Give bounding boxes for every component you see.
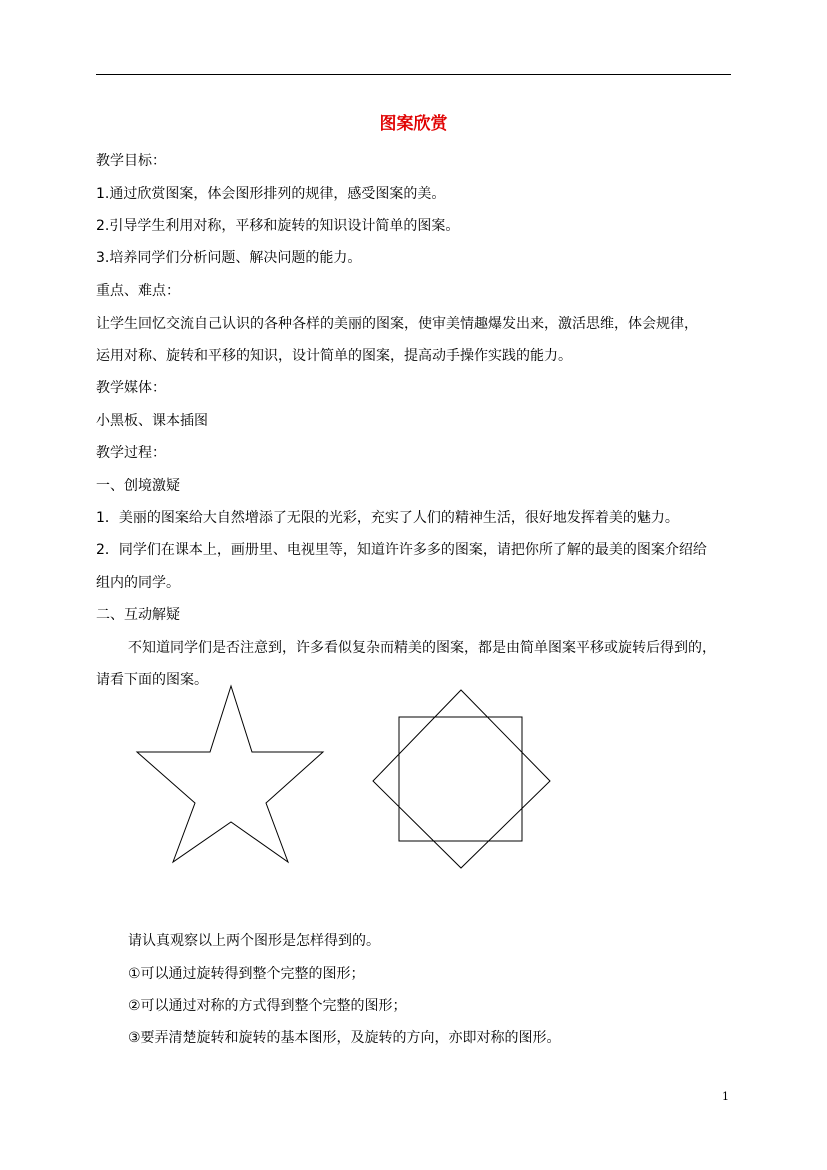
text-line: 教学媒体： — [96, 380, 166, 396]
text-line: 请认真观察以上两个图形是怎样得到的。 — [128, 933, 380, 949]
text-line: 组内的同学。 — [96, 575, 180, 591]
page-number: 1 — [722, 1090, 729, 1103]
text-line: ②可以通过对称的方式得到整个完整的图形； — [128, 998, 407, 1014]
text-line: 教学过程： — [96, 445, 166, 461]
text-line: 教学目标： — [96, 153, 166, 169]
text-line: 1．美丽的图案给大自然增添了无限的光彩，充实了人们的精神生活，很好地发挥着美的魅力。 — [96, 510, 679, 526]
text-line: 3.培养同学们分析问题、解决问题的能力。 — [96, 250, 362, 266]
page-title: 图案欣赏 — [379, 114, 448, 134]
star-figure — [137, 686, 323, 862]
text-line: 2.引导学生利用对称，平移和旋转的知识设计简单的图案。 — [96, 218, 460, 234]
text-line: 请看下面的图案。 — [96, 672, 208, 688]
text-line: 1.通过欣赏图案，体会图形排列的规律，感受图案的美。 — [96, 186, 446, 202]
text-line: ③要弄清楚旋转和旋转的基本图形，及旋转的方向，亦即对称的图形。 — [128, 1030, 561, 1046]
text-line: 2．同学们在课本上，画册里、电视里等，知道许许多多的图案，请把你所了解的最美的图案介绍给 — [96, 542, 707, 558]
text-line: 重点、难点： — [96, 283, 180, 299]
text-line: ①可以通过旋转得到整个完整的图形； — [128, 966, 365, 982]
text-line: 不知道同学们是否注意到，许多看似复杂而精美的图案，都是由简单图案平移或旋转后得到的， — [128, 640, 716, 656]
text-line: 一、创境激疑 — [96, 478, 180, 494]
figures — [130, 680, 560, 875]
text-line: 运用对称、旋转和平移的知识，设计简单的图案，提高动手操作实践的能力。 — [96, 348, 572, 364]
text-line: 二、互动解疑 — [96, 607, 180, 623]
header-rule — [96, 74, 731, 75]
text-line: 小黑板、课本插图 — [96, 413, 208, 429]
text-line: 让学生回忆交流自己认识的各种各样的美丽的图案，使审美情趣爆发出来，激活思维，体会规律， — [96, 316, 698, 332]
